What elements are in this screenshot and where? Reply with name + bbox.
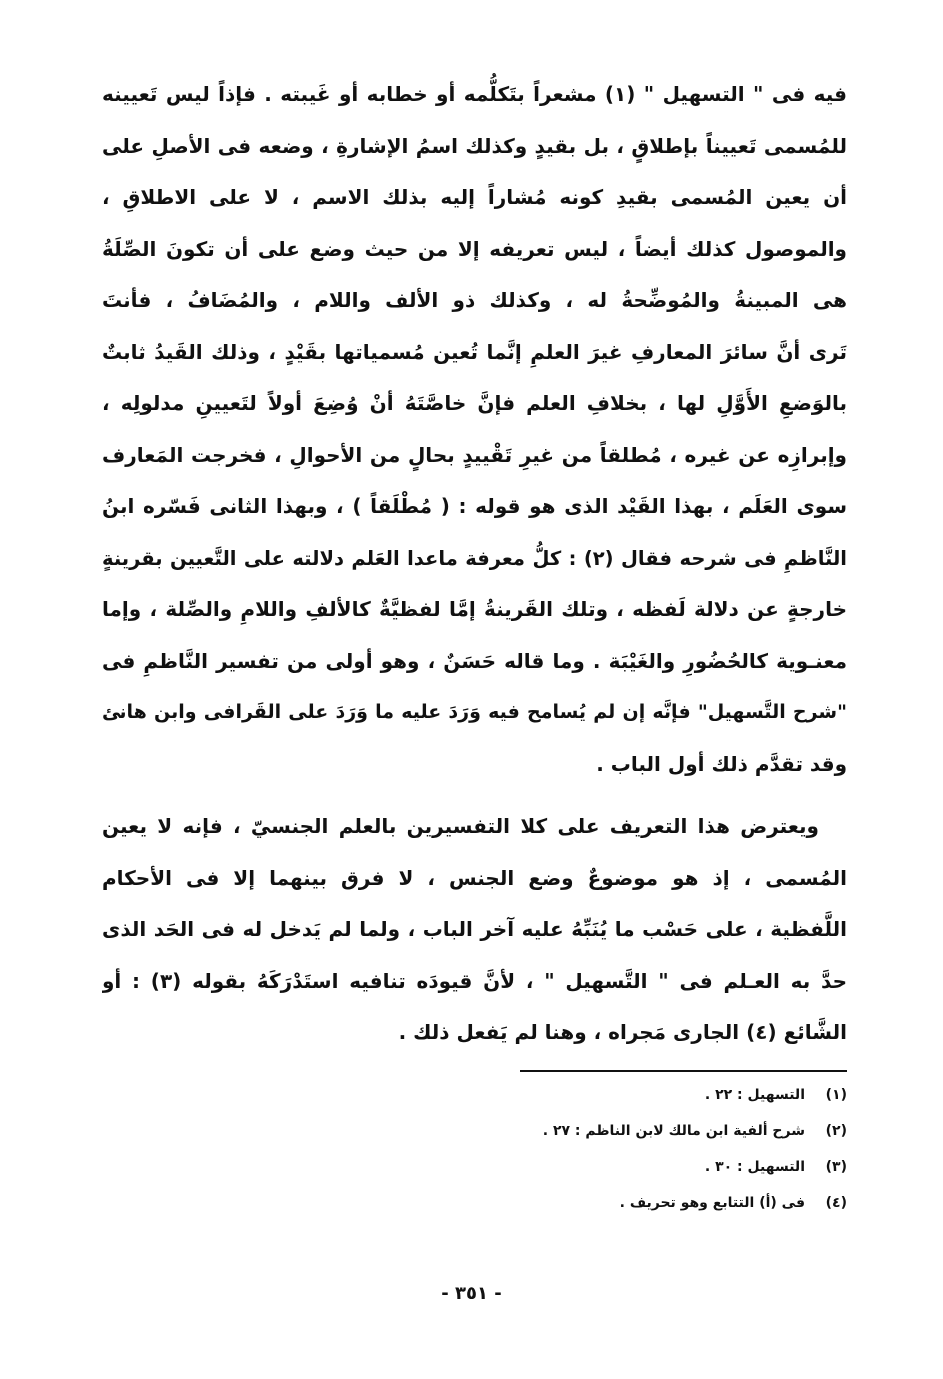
text-line: أن يعين المُسمى بقيدِ كونه مُشاراً إليه بذلك الاسم ، لا على الاطلاقِ ،: [102, 185, 847, 209]
text-line: وقد تقدَّم ذلك أول الباب .: [596, 751, 847, 776]
footnote-number: (١): [825, 1087, 847, 1103]
text-line: للمُسمى تَعييناً بإطلاقٍ ، بل بقيدٍ وكذلك اسمُ الإشارةِ ، وضعه فى الأصلِ على: [102, 133, 847, 158]
footnote-text: التسهيل : ٢٢ .: [704, 1087, 805, 1103]
text-line: بالوَضعِ الأَوَّلِ لها ، بخلافِ العلم فإنَّ خاصَّتَهُ أنْ وُضِعَ أولاً لتَعيينِ مدلولِه ،: [102, 391, 847, 415]
footnote-divider: [520, 1070, 847, 1072]
page-number: - ٣٥١ -: [441, 1283, 502, 1304]
text-line: النَّاظمِ فى شرحه فقال (٢) : كلُّ معرفة ماعدا العَلم دلالته على التَّعيين بقرينةٍ: [102, 546, 847, 570]
footnote-text: شرح ألفية ابن مالك لابن الناظم : ٢٧ .: [542, 1123, 805, 1139]
text-line: سوى العَلَم ، بهذا القَيْد الذى هو قوله : ( مُطْلَقاً ) ، وبهذا الثانى فَسّره ابنُ: [102, 494, 847, 518]
footnote-number: (٤): [825, 1195, 847, 1211]
paragraph-1: [102, 69, 847, 790]
text-line: خارجةٍ عن دلالة لَفظه ، وتلك القَرينةُ إمَّا لفظيَّةٌ كالألفِ واللامِ والصِّلة ، وإما: [102, 597, 847, 621]
text-line: اللَّفظية ، على حَسْب ما يُنَبِّهُ عليه آخر الباب ، ولما لم يَدخل له فى الحَد الذى: [102, 917, 847, 941]
footnote-number: (٣): [825, 1159, 847, 1175]
text-line: فيه فى " التسهيل " (١) مشعراً بتَكلُّمه أو خطابه أو غَيبته . فإذاً ليس تَعيينه: [102, 82, 847, 106]
footnote-item: [300, 1077, 847, 1113]
text-line: "شرح التَّسهيل" فإنَّه إن لم يُسامح فيه وَرَدَ عليه ما وَرَدَ على القَرافى وابن هانئ: [102, 701, 847, 723]
text-line: حدَّ به العـلم فى " التَّسهيل " ، لأنَّ قيودَه تنافيه استَدْرَكَهُ بقوله (٣) : أو: [102, 968, 847, 993]
footnote-number: (٢): [825, 1123, 847, 1139]
text-line: معنـوية كالحُضُورِ والغَيْبَة . وما قاله حَسَنٌ ، وهو أولى من تفسير النَّاظمِ فى: [102, 648, 847, 673]
text-line: وإبرازِه عن غيره ، مُطلقاً من غيرِ تَقْييدٍ بحالٍ من الأحوالِ ، فخرجت المَعارف: [102, 442, 847, 467]
footnote-item: [300, 1113, 847, 1149]
text-line: والموصول كذلك أيضاً ، ليس تعريفه إلا من حيث وضع على أن تكونَ الصِّلَةُ: [102, 236, 847, 261]
text-line: الشَّائع (٤) الجارى مَجراه ، وهنا لم يَفعل ذلك .: [398, 1020, 847, 1044]
paragraph-2: [102, 801, 847, 1059]
text-line: ويعترض هذا التعريف على كلا التفسيرين بالعلم الجنسيّ ، فإنه لا يعين: [102, 814, 819, 838]
footnotes: [300, 1077, 847, 1221]
footnote-text: فى (أ) التتابع وهو تحريف .: [619, 1195, 805, 1211]
text-line: هى المبينةُ والمُوضِّحةُ له ، وكذلك ذو الألف واللام ، والمُضَافُ ، فأنتَ: [102, 288, 847, 312]
text-line: تَرى أنَّ سائرَ المعارفِ غيرَ العلمِ إنَّما تُعين مُسمياتها بقَيْدٍ ، وذلك القَيدُ ثابتٌ: [102, 339, 847, 364]
footnote-text: التسهيل : ٣٠ .: [704, 1159, 805, 1175]
footnote-item: [300, 1185, 847, 1221]
text-line: المُسمى ، إذ هو موضوعٌ وضع الجنس ، لا فرق بينهما إلا فى الأحكام: [102, 865, 847, 890]
footnote-item: [300, 1149, 847, 1185]
